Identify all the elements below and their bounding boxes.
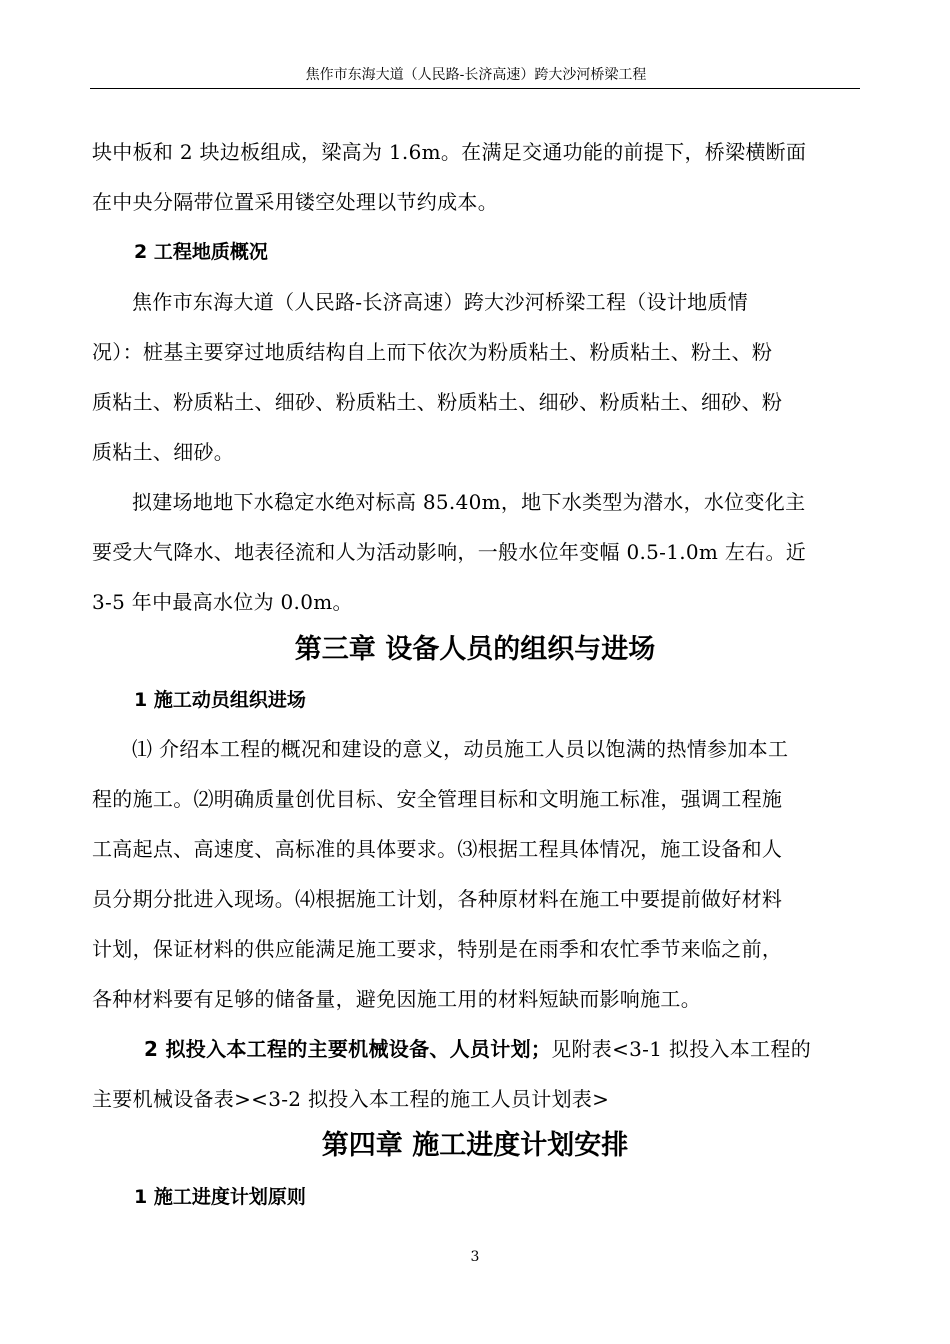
page-number: 3 (470, 1249, 480, 1265)
equipment-plan-reference: 见附表<3-1 拟投入本工程的 (551, 1037, 812, 1061)
equipment-plan-heading: 2 拟投入本工程的主要机械设备、人员计划； (144, 1037, 552, 1061)
body-line: 计划，保证材料的供应能满足施工要求，特别是在雨季和农忙季节来临之前， (92, 937, 783, 961)
body-line: 质粘土、粉质粘土、细砂、粉质粘土、粉质粘土、细砂、粉质粘土、细砂、粉 (92, 390, 783, 414)
body-line: 块中板和 2 块边板组成，梁高为 1.6m。在满足交通功能的前提下，桥梁横断面 (92, 140, 807, 164)
chapter-heading-3: 第三章 设备人员的组织与进场 (294, 634, 656, 665)
body-line: 质粘土、细砂。 (92, 440, 235, 464)
body-line: 程的施工。⑵明确质量创优目标、安全管理目标和文明施工标准，强调工程施 (92, 787, 783, 811)
body-line: 在中央分隔带位置采用镂空处理以节约成本。 (92, 190, 498, 214)
body-line: 工高起点、高速度、高标准的具体要求。⑶根据工程具体情况，施工设备和人 (92, 837, 783, 861)
body-line: 拟建场地地下水稳定水绝对标高 85.40m，地下水类型为潜水，水位变化主 (132, 490, 806, 514)
section-heading-geology: 2 工程地质概况 (134, 241, 268, 263)
body-line: 各种材料要有足够的储备量，避免因施工用的材料短缺而影响施工。 (92, 987, 701, 1011)
equipment-plan-line (144, 1036, 862, 1062)
body-line: 况）：桩基主要穿过地质结构自上而下依次为粉质粘土、粉质粘土、粉土、粉 (92, 340, 773, 364)
section-heading-schedule-principle: 1 施工进度计划原则 (134, 1186, 306, 1208)
body-line: ⑴ 介绍本工程的概况和建设的意义，动员施工人员以饱满的热情参加本工 (132, 737, 789, 761)
body-line: 员分期分批进入现场。⑷根据施工计划，各种原材料在施工中要提前做好材料 (92, 887, 783, 911)
running-header: 焦作市东海大道（人民路-长济高速）跨大沙河桥梁工程 (305, 67, 647, 83)
header-rule (90, 88, 860, 89)
chapter-heading-4: 第四章 施工进度计划安排 (321, 1130, 629, 1161)
body-line: 焦作市东海大道（人民路-长济高速）跨大沙河桥梁工程（设计地质情 (132, 290, 749, 314)
body-line: 3-5 年中最高水位为 0.0m。 (92, 590, 353, 614)
body-line: 主要机械设备表><3-2 拟投入本工程的施工人员计划表> (92, 1087, 610, 1111)
section-heading-mobilization: 1 施工动员组织进场 (134, 689, 306, 711)
body-line: 要受大气降水、地表径流和人为活动影响，一般水位年变幅 0.5-1.0m 左右。近 (92, 540, 807, 564)
